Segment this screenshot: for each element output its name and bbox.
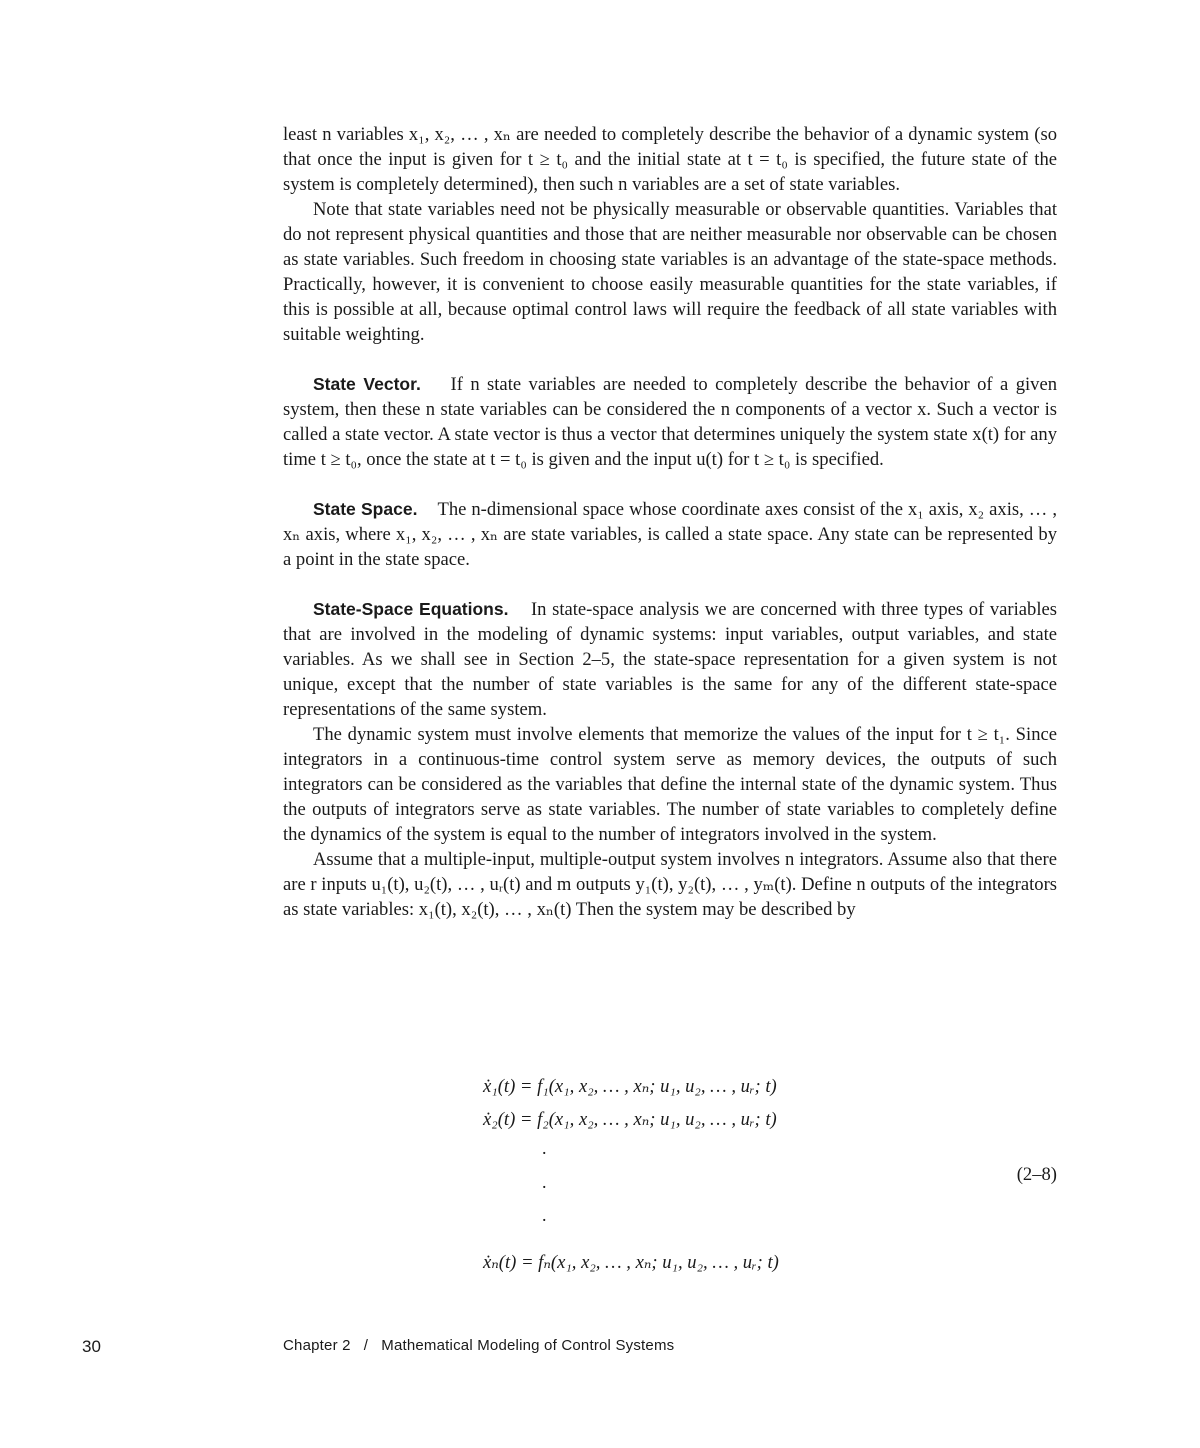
state-space-equations-heading: State-Space Equations. [313,599,509,619]
equation-x1-dot: ẋ₁(t) = f₁(x₁, x₂, … , xₙ; u₁, u₂, … , uᵣ; t) [483,1076,777,1097]
paragraph-state-variables-note: Note that state variables need not be physically measurable or observable quantities. Variables that do not represent physical quantities and those that are neither measurable nor observable can be chosen as state variables. Such freedom in choosing state variables is an advantage of the state-space methods. Practically, however, it is convenient to choose easily measurable quantities for the state variables, if this is possible at all, because optimal control laws will require the feedback of all state variables with suitable weighting. [283,199,1057,345]
paragraph-state-space-equations [283,597,1057,722]
equation-number: (2–8) [1016,1164,1057,1185]
state-space-equations-text: In state-space analysis we are concerned with three types of variables that are involved in the modeling of dynamic systems: input variables, output variables, and state variables. As we shall see in Section 2–5, the state-space representation for a given system is not unique, except that the number of state variables is the same for any of the different state-space representations of the same system. [283,599,1057,720]
state-vector-heading: State Vector. [313,374,421,394]
equation-xn-dot: ẋₙ(t) = fₙ(x₁, x₂, … , xₙ; u₁, u₂, … , uᵣ; t) [483,1252,779,1273]
running-head: Chapter 2 / Mathematical Modeling of Control Systems [283,1337,675,1354]
vertical-ellipsis-dot: . [542,1205,547,1225]
equation-block-2-8 [283,1072,1057,1292]
state-space-heading: State Space. [313,499,418,519]
paragraph-state-space [283,497,1057,572]
paragraph-mimo-system: Assume that a multiple-input, multiple-output system involves n integrators. Assume also that there are r inputs u₁(t), u₂(t), … , uᵣ(t) and m outputs y₁(t), y₂(t), … , yₘ(t). Define n outputs of the integrators as state variables: x₁(t), x₂(t), … , xₙ(t) Then the system may be described by [283,849,1057,920]
page-body-text [283,122,1057,922]
paragraph-dynamic-system: The dynamic system must involve elements that memorize the values of the input for t ≥ t₁. Since integrators in a continuous-time control system serve as memory devices, the outputs of such integrators can be considered as the variables that define the internal state of the dynamic system. Thus the outputs of integrators serve as state variables. The number of state variables to completely define the dynamics of the system is equal to the number of integrators involved in the system. [283,724,1057,845]
paragraph-state-variables-definition: least n variables x₁, x₂, … , xₙ are needed to completely describe the behavior of a dynamic system (so that once the input is given for t ≥ t₀ and the initial state at t = t₀ is specified, the future state of the system is completely determined), then such n variables are a set of state variables. [283,124,1057,195]
equation-x2-dot: ẋ₂(t) = f₂(x₁, x₂, … , xₙ; u₁, u₂, … , uᵣ; t) [483,1109,777,1130]
vertical-ellipsis-dot: . [542,1172,547,1192]
vertical-ellipsis-dot: . [542,1138,547,1158]
state-space-text: The n-dimensional space whose coordinate axes consist of the x₁ axis, x₂ axis, … , xₙ axis, where x₁, x₂, … , xₙ are state variables, is called a state space. Any state can be represented by a point in the state space. [283,499,1058,570]
page-number: 30 [82,1337,101,1356]
paragraph-state-vector [283,372,1057,472]
state-vector-text: If n state variables are needed to completely describe the behavior of a given system, then these n state variables can be considered the n components of a vector x. Such a vector is called a state vector. A state vector is thus a vector that determines uniquely the system state x(t) for any time t ≥ t₀, once the state at t = t₀ is given and the input u(t) for t ≥ t₀ is specified. [283,374,1058,470]
